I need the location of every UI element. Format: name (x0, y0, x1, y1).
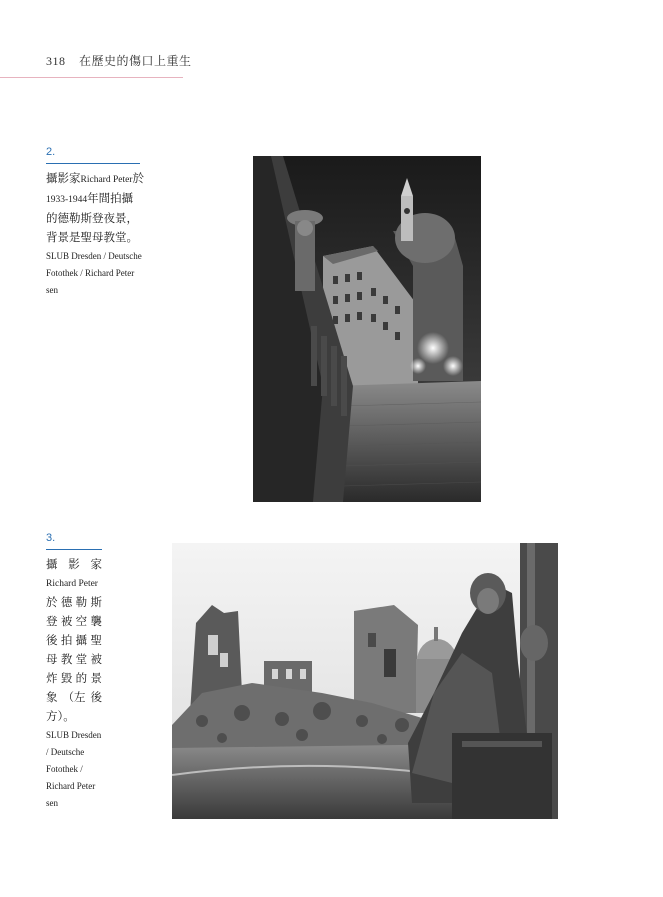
caption-2-credit-2: Fotothek / Richard Peter sen (46, 268, 135, 295)
caption-3-credit-2: / Deutsche (46, 747, 85, 757)
photo-dresden-ruins-image (172, 543, 558, 819)
caption-3-line-3: 於 德 勒 斯 (46, 597, 102, 609)
caption-3-line-2: Richard Peter (46, 579, 98, 589)
caption-3-line-5: 後 拍 攝 聖 (46, 635, 102, 647)
caption-2-line-1: 攝影家Richard Peter於 (46, 173, 144, 185)
caption-2-rule (46, 163, 140, 164)
caption-3-line-1: 攝 影 家 (46, 559, 102, 571)
caption-3-line-7: 炸 毀 的 景 (46, 673, 102, 685)
running-header (46, 52, 192, 69)
caption-2-number: 2. (46, 146, 56, 158)
photo-dresden-night-image (253, 156, 481, 502)
caption-2-line-4: 背景是聖母教堂。 (46, 232, 138, 244)
photo-dresden-night (253, 156, 481, 502)
caption-2-line-3: 的德勒斯登夜景， (46, 213, 138, 225)
caption-2-text (46, 170, 146, 299)
caption-3-line-9: 方）。 (46, 711, 75, 723)
caption-2-credit-1: SLUB Dresden / Deutsche (46, 251, 142, 261)
caption-3-line-4: 登 被 空 襲 (46, 616, 102, 628)
book-title: 在歷史的傷口上重生 (79, 54, 192, 68)
caption-3-text (46, 556, 106, 812)
caption-3-rule (46, 549, 102, 550)
caption-3-credit-1: SLUB Dresden (46, 730, 102, 740)
caption-3-credit-3: Fotothek / (46, 764, 83, 774)
caption-2-line-2: 1933-1944年間拍攝 (46, 193, 134, 205)
caption-3-number: 3. (46, 532, 56, 544)
photo-dresden-ruins (172, 543, 558, 819)
caption-3-line-6: 母 教 堂 被 (46, 654, 102, 666)
caption-3-line-8: 象 （左 後 (46, 692, 102, 704)
header-rule (0, 77, 183, 78)
caption-3-credit-4: Richard Peter (46, 781, 96, 791)
page-number: 318 (46, 54, 66, 68)
caption-3-credit-5: sen (46, 798, 58, 808)
